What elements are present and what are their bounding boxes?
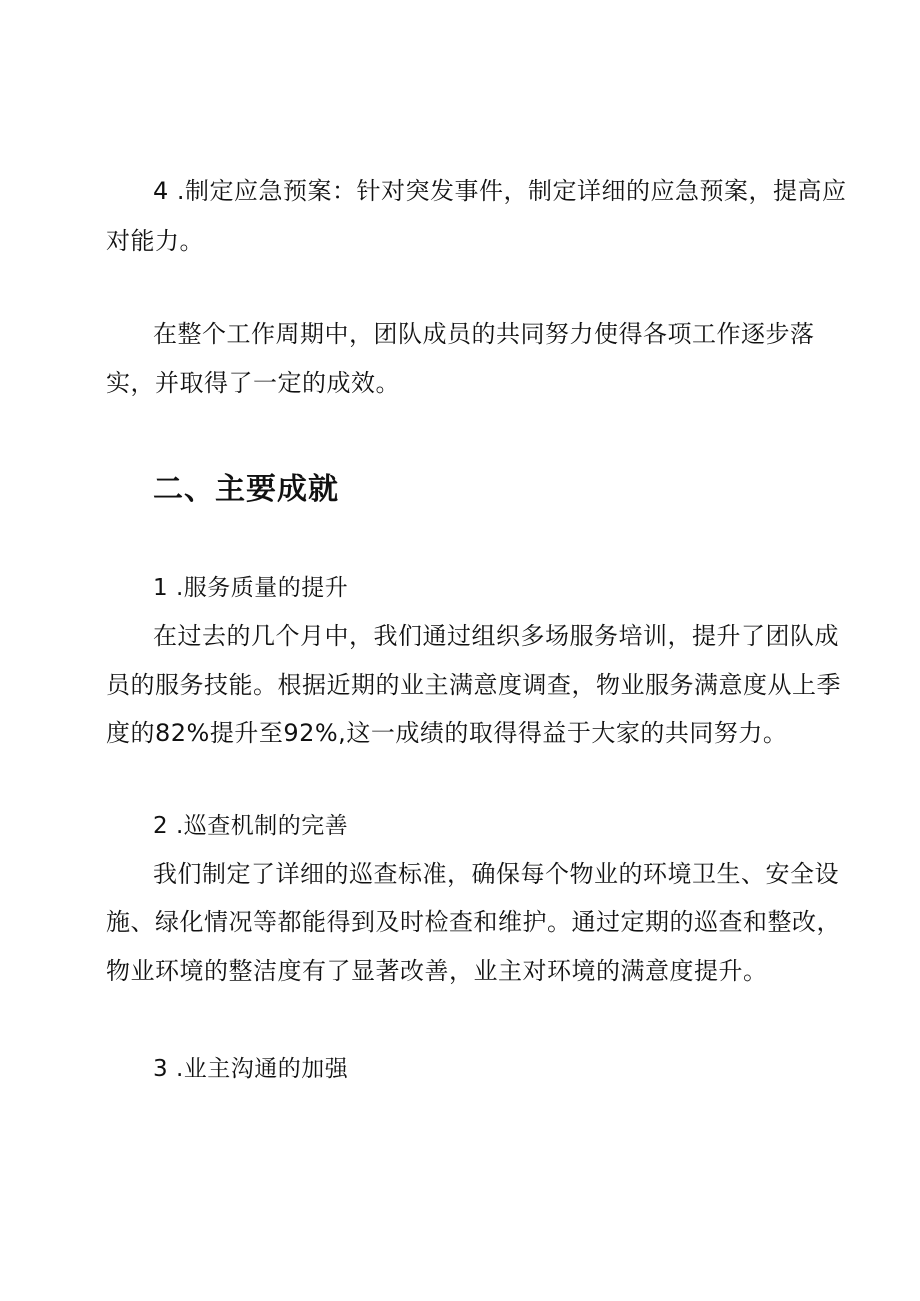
paragraph-summary-line-1: 在整个工作周期中，团队成员的共同努力使得各项工作逐步落 [153, 320, 815, 348]
item-3-title: 3 .业主沟通的加强 [153, 1056, 349, 1082]
paragraph-emergency-plan-line-1: 4 .制定应急预案：针对突发事件，制定详细的应急预案，提高应 [153, 177, 847, 205]
item-2-line-1: 我们制定了详细的巡查标准，确保每个物业的环境卫生、安全设 [153, 860, 839, 888]
item-1-line-2: 员的服务技能。根据近期的业主满意度调查，物业服务满意度从上季 [106, 671, 841, 699]
item-1-line-1: 在过去的几个月中，我们通过组织多场服务培训，提升了团队成 [153, 622, 839, 650]
item-1-title: 1 .服务质量的提升 [153, 575, 349, 601]
paragraph-summary-line-2: 实，并取得了一定的成效。 [106, 369, 400, 397]
item-2-line-3: 物业环境的整洁度有了显著改善，业主对环境的满意度提升。 [106, 957, 768, 985]
item-2-line-2: 施、绿化情况等都能得到及时检查和维护。通过定期的巡查和整改， [106, 908, 841, 936]
item-2-title: 2 .巡查机制的完善 [153, 813, 349, 839]
section-heading: 二、主要成就 [153, 472, 339, 507]
paragraph-emergency-plan-line-2: 对能力。 [106, 227, 204, 255]
item-1-line-3: 度的82%提升至92%,这一成绩的取得得益于大家的共同努力。 [106, 719, 788, 747]
